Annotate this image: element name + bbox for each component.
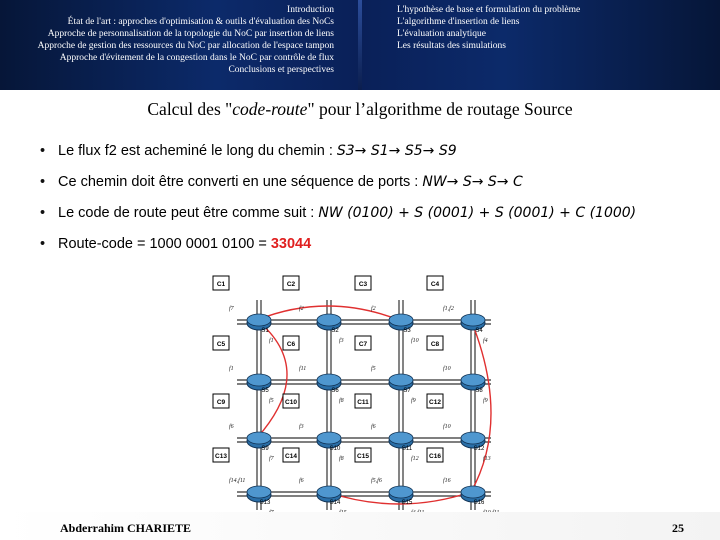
outline-item[interactable]: Approche d'évitement de la congestion dans le NoC par contrôle de flux bbox=[59, 53, 334, 63]
core-label: C9 bbox=[216, 399, 226, 406]
header-banner bbox=[0, 0, 720, 90]
core-label: C5 bbox=[216, 341, 226, 348]
core-label: C13 bbox=[215, 453, 227, 460]
switch-router-top bbox=[317, 432, 341, 444]
route-path bbox=[471, 320, 491, 492]
flow-label: f2 bbox=[371, 306, 376, 312]
outline-subitem[interactable]: L'évaluation analytique bbox=[397, 29, 487, 39]
flow-label: f3 bbox=[339, 338, 344, 344]
flow-label: f3 bbox=[299, 424, 304, 430]
core-label: C3 bbox=[358, 281, 368, 288]
outline-subitem[interactable]: Les résultats des simulations bbox=[397, 41, 506, 51]
core-label: C8 bbox=[430, 341, 440, 348]
switch-label: S11 bbox=[401, 446, 413, 452]
flow-label: f1 bbox=[269, 338, 274, 344]
switch-label: S1 bbox=[261, 328, 269, 334]
switch-router-top bbox=[461, 314, 485, 326]
flow-label: f13 bbox=[483, 456, 491, 462]
title-prefix: Calcul des " bbox=[147, 99, 233, 119]
flow-label: f2 bbox=[299, 306, 304, 312]
switch-label: S8 bbox=[475, 388, 483, 394]
flow-label: f5 bbox=[269, 398, 274, 404]
flow-label: f10 bbox=[411, 338, 419, 344]
switch-router-top bbox=[317, 314, 341, 326]
author-name: Abderrahim CHARIETE bbox=[60, 521, 192, 535]
flow-label: f9 bbox=[411, 398, 416, 404]
flow-label: f8 bbox=[339, 398, 344, 404]
outline-item[interactable]: Introduction bbox=[287, 5, 334, 15]
core-label: C11 bbox=[357, 399, 369, 406]
core-label: C15 bbox=[357, 453, 369, 460]
switch-label: S10 bbox=[329, 446, 341, 452]
switch-label: S6 bbox=[331, 388, 339, 394]
switch-router-top bbox=[247, 432, 271, 444]
core-label: C2 bbox=[286, 281, 296, 288]
route-code-value: 33044 bbox=[270, 236, 312, 252]
bullet-item bbox=[40, 205, 636, 236]
flow-label: f8 bbox=[339, 456, 344, 462]
switch-label: S5 bbox=[261, 388, 269, 394]
outline-item[interactable]: Conclusions et perspectives bbox=[228, 65, 334, 75]
flow-label: f4 bbox=[483, 338, 488, 344]
flow-label: f6 bbox=[229, 424, 234, 430]
bullet-math: NW (0100) + S (0001) + S (0001) + C (1000) bbox=[318, 205, 637, 221]
core-label: C12 bbox=[429, 399, 441, 406]
bullet-icon: • bbox=[40, 174, 46, 190]
switch-label: S16 bbox=[473, 500, 485, 506]
bullet-text: Ce chemin doit être converti en une séquence de ports : bbox=[58, 174, 419, 190]
outline-left bbox=[0, 4, 334, 76]
bullet-item bbox=[40, 236, 636, 267]
core-label: C4 bbox=[430, 281, 440, 288]
core-label: C16 bbox=[429, 453, 441, 460]
flow-label: f6 bbox=[371, 424, 376, 430]
flow-label: f7 bbox=[269, 456, 274, 462]
switch-router-top bbox=[389, 314, 413, 326]
noc-svg bbox=[209, 270, 515, 516]
switch-router-top bbox=[461, 486, 485, 498]
core-label: C14 bbox=[285, 453, 297, 460]
switch-router-top bbox=[317, 486, 341, 498]
core-label: C6 bbox=[286, 341, 296, 348]
switch-router-top bbox=[247, 374, 271, 386]
title-italic: code-route bbox=[232, 99, 308, 119]
outline-item[interactable]: Approche de gestion des ressources du NoC par allocation de l'espace tampon bbox=[37, 41, 334, 51]
switch-label: S2 bbox=[331, 328, 339, 334]
switch-label: S4 bbox=[475, 328, 483, 334]
flow-label: f5,f6 bbox=[371, 478, 382, 484]
switch-label: S9 bbox=[261, 446, 269, 452]
bullet-icon: • bbox=[40, 236, 46, 252]
switch-router-top bbox=[247, 486, 271, 498]
flow-label: f11 bbox=[299, 366, 307, 372]
flow-label: f16 bbox=[443, 478, 451, 484]
outline-subitem[interactable]: L'hypothèse de base et formulation du problème bbox=[397, 5, 581, 15]
flow-label: f9 bbox=[483, 398, 488, 404]
switch-router-top bbox=[389, 432, 413, 444]
flow-label: f5 bbox=[371, 366, 376, 372]
switch-router-top bbox=[461, 432, 485, 444]
switch-label: S14 bbox=[329, 500, 341, 506]
flow-label: f10 bbox=[443, 424, 451, 430]
switch-label: S3 bbox=[403, 328, 411, 334]
bullet-text: Route-code = 1000 0001 0100 = bbox=[58, 236, 267, 252]
core-label: C7 bbox=[358, 341, 368, 348]
switch-router-top bbox=[317, 374, 341, 386]
flow-label: f1 bbox=[229, 366, 234, 372]
outline-item[interactable]: Approche de personnalisation de la topologie du NoC par insertion de liens bbox=[47, 29, 334, 39]
switch-router-top bbox=[461, 374, 485, 386]
core-label: C10 bbox=[285, 399, 297, 406]
bullet-item bbox=[40, 143, 636, 174]
bullet-item bbox=[40, 174, 636, 205]
flow-label: f10 bbox=[443, 366, 451, 372]
title-suffix: " pour l’algorithme de routage Source bbox=[307, 99, 573, 119]
bullet-icon: • bbox=[40, 205, 46, 221]
flow-label: f7 bbox=[229, 306, 234, 312]
flow-label: f12 bbox=[411, 456, 419, 462]
core-label: C1 bbox=[216, 281, 226, 288]
switch-router-top bbox=[247, 314, 271, 326]
switch-label: S15 bbox=[401, 500, 413, 506]
header-divider bbox=[358, 0, 362, 90]
flow-label: f14,f11 bbox=[229, 478, 246, 484]
bullet-math: S3→ S1→ S5→ S9 bbox=[336, 143, 457, 159]
flow-label: f1,f2 bbox=[443, 306, 454, 312]
page-number: 25 bbox=[672, 521, 684, 535]
bullet-text: Le flux f2 est acheminé le long du chemin : bbox=[58, 143, 333, 159]
bullet-icon: • bbox=[40, 143, 46, 159]
noc-topology-diagram bbox=[209, 270, 515, 516]
switch-router-top bbox=[389, 486, 413, 498]
switch-label: S13 bbox=[259, 500, 271, 506]
slide-title bbox=[0, 99, 720, 120]
switch-label: S12 bbox=[473, 446, 485, 452]
flow-label: f6 bbox=[299, 478, 304, 484]
bullet-text: Le code de route peut être comme suit : bbox=[58, 205, 315, 221]
switch-label: S7 bbox=[403, 388, 411, 394]
bullet-math: NW→ S→ S→ C bbox=[422, 174, 523, 190]
switch-router-top bbox=[389, 374, 413, 386]
outline-subitem[interactable]: L'algorithme d'insertion de liens bbox=[397, 17, 520, 27]
outline-right bbox=[397, 4, 717, 52]
outline-item[interactable]: État de l'art : approches d'optimisation & outils d'évaluation des NoCs bbox=[67, 17, 334, 27]
bullet-list bbox=[40, 143, 636, 267]
